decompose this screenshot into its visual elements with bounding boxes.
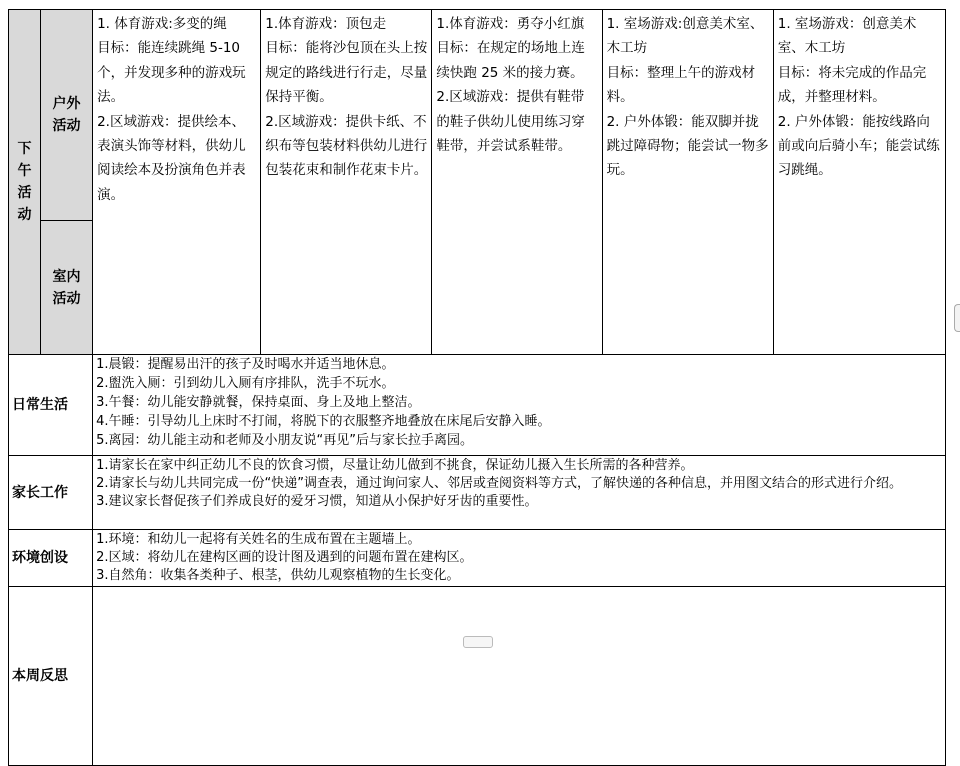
reflection-row: [9, 587, 946, 766]
parents-content: 1.请家长在家中纠正幼儿不良的饮食习惯，尽量让幼儿做到不挑食，保证幼儿摄入生长所需的各种营养。 2.请家长与幼儿共同完成一份“快递”调查表，通过询问家人、邻居或查阅资料等方式，了解快递的各种信息，并用图文结合的形式进行介绍。 3.建议家长督促孩子们养成良好的爱牙习惯，知道从小保护好牙齿的重要性。: [93, 456, 946, 530]
side-scroll-handle[interactable]: [954, 304, 960, 332]
afternoon-day-4: 1. 室场游戏:创意美术室、木工坊 目标：整理上午的游戏材料。 2. 户外体锻：能双脚并拢跳过障碍物；能尝试一物多玩。: [602, 10, 773, 355]
environment-row: [9, 530, 946, 587]
indoor-label: 室内活动: [41, 221, 93, 355]
outdoor-label: 户外活动: [41, 10, 93, 221]
environment-label: 环境创设: [9, 530, 93, 587]
daily-label: 日常生活: [9, 355, 93, 456]
afternoon-label: 下午活动: [9, 10, 41, 355]
afternoon-day-2: 1.体育游戏：顶包走 目标：能将沙包顶在头上按规定的路线进行行走，尽量保持平衡。 2.区域游戏：提供卡纸、不织布等包装材料供幼儿进行包装花束和制作花束卡片。: [261, 10, 432, 355]
reflection-label: 本周反思: [9, 587, 93, 766]
daily-row: [9, 355, 946, 456]
afternoon-day-1: 1. 体育游戏:多变的绳 目标：能连续跳绳 5-10个，并发现多种的游戏玩法。 2.区域游戏：提供绘本、表演头饰等材料，供幼儿阅读绘本及扮演角色并表演。: [93, 10, 261, 355]
afternoon-row: [9, 10, 946, 221]
daily-content: 1.晨锻：提醒易出汗的孩子及时喝水并适当地休息。 2.盥洗入厕：引到幼儿入厕有序排队，洗手不玩水。 3.午餐：幼儿能安静就餐，保持桌面、身上及地上整洁。 4.午睡：引导幼儿上床时不打闹，将脱下的衣服整齐地叠放在床尾后安静入睡。 5.离园：幼儿能主动和老师及小朋友说“再见”后与家长拉手离园。: [93, 355, 946, 456]
parents-label: 家长工作: [9, 456, 93, 530]
reflection-content[interactable]: [93, 587, 946, 766]
afternoon-day-5: 1. 室场游戏：创意美术室、木工坊 目标：将未完成的作品完成，并整理材料。 2. 户外体锻：能按线路向前或向后骑小车；能尝试练习跳绳。: [773, 10, 945, 355]
weekly-plan-document: [8, 9, 946, 766]
afternoon-day-3: 1.体育游戏：勇夺小红旗 目标：在规定的场地上连续快跑 25 米的接力赛。 2.区域游戏：提供有鞋带的鞋子供幼儿使用练习穿鞋带，并尝试系鞋带。: [432, 10, 602, 355]
environment-content: 1.环境：和幼儿一起将有关姓名的生成布置在主题墙上。 2.区域：将幼儿在建构区画的设计图及遇到的问题布置在建构区。 3.自然角：收集各类种子、根茎，供幼儿观察植物的生长变化。: [93, 530, 946, 587]
parents-row: [9, 456, 946, 530]
page-resize-handle[interactable]: [463, 636, 493, 648]
weekly-plan-table: [8, 9, 946, 766]
